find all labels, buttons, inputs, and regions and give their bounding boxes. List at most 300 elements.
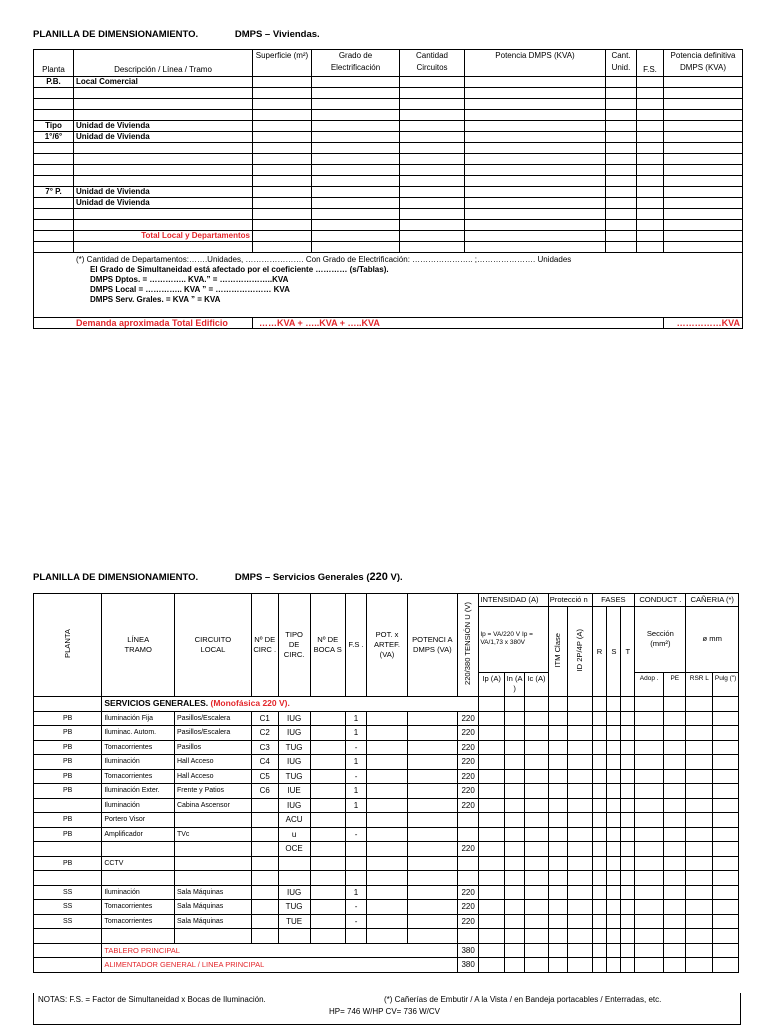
row-tension: 220	[457, 885, 478, 900]
row-n	[251, 842, 278, 857]
row-cell	[592, 711, 607, 726]
row-cell	[607, 755, 621, 770]
row-cell	[407, 900, 457, 915]
row-cell	[606, 176, 637, 187]
row-cell	[504, 929, 524, 944]
row-cell	[637, 220, 664, 231]
row-cell	[504, 914, 524, 929]
row-tipo	[278, 871, 310, 886]
row-cell	[548, 769, 567, 784]
row-cell	[664, 827, 686, 842]
col2-itm-label: ITM Clase	[552, 632, 562, 668]
row-cell	[713, 943, 739, 958]
row-cell	[548, 755, 567, 770]
row-n: C6	[251, 784, 278, 799]
row-tension: 220	[457, 755, 478, 770]
row-planta	[34, 99, 74, 110]
row-cell	[525, 885, 549, 900]
row-planta: 1°/6°	[34, 132, 74, 143]
group-label-text: SERVICIOS GENERALES.	[104, 698, 209, 709]
row-tension: 220	[457, 711, 478, 726]
row-cell	[253, 99, 312, 110]
col2-tipo-label: TIPO DE CIRC.	[283, 630, 305, 659]
row-cell	[504, 798, 524, 813]
row-cell	[548, 885, 567, 900]
row-fs: 1	[345, 885, 366, 900]
group-label	[102, 697, 479, 712]
row-cell	[637, 176, 664, 187]
row-cell	[635, 914, 664, 929]
row-cell	[635, 958, 664, 973]
row-cell	[525, 697, 549, 712]
row-planta	[34, 154, 74, 165]
row-cell	[367, 871, 408, 886]
row-cell	[567, 769, 592, 784]
row-linea: Amplificador	[102, 827, 175, 842]
col-potencia-label: Potencia DMPS (KVA)	[495, 51, 575, 60]
row-cell	[713, 798, 739, 813]
row-cell	[312, 220, 400, 231]
row-cell	[465, 209, 606, 220]
row-cell	[664, 187, 743, 198]
row-cell	[567, 784, 592, 799]
row-tension	[457, 827, 478, 842]
tablero-row-label: TABLERO PRINCIPAL	[102, 943, 458, 958]
servicios-row	[34, 784, 739, 799]
row-cell	[407, 726, 457, 741]
row-cell	[312, 132, 400, 143]
col2-circuito	[174, 594, 251, 697]
row-tension: 220	[457, 740, 478, 755]
row-cell	[253, 165, 312, 176]
row-cell	[479, 813, 505, 828]
row-linea: Portero Visor	[102, 813, 175, 828]
row-cell	[253, 242, 312, 253]
row-cell	[637, 77, 664, 88]
row-tension: 220	[457, 842, 478, 857]
row-cell	[592, 871, 607, 886]
row-cell	[635, 726, 664, 741]
row-cell	[465, 231, 606, 242]
row-tension: 220	[457, 900, 478, 915]
col2-planta-label: PLANTA	[62, 629, 72, 658]
row-cell	[407, 871, 457, 886]
row-planta: SS	[34, 900, 102, 915]
row-cell	[606, 88, 637, 99]
row-linea: Tomacorrientes	[102, 914, 175, 929]
section1-title: PLANILLA DE DIMENSIONAMIENTO.	[33, 29, 199, 40]
row-cell	[407, 842, 457, 857]
row-circuito: TVc	[174, 827, 251, 842]
row-cell	[606, 110, 637, 121]
row-tipo: IUG	[278, 711, 310, 726]
row-cell	[312, 176, 400, 187]
row-descripcion	[74, 88, 253, 99]
row-cell	[635, 798, 664, 813]
row-cell	[567, 740, 592, 755]
row-cell	[686, 885, 713, 900]
row-linea	[102, 929, 175, 944]
row-cell	[607, 726, 621, 741]
viviendas-row	[34, 209, 743, 220]
row-cell	[479, 871, 505, 886]
row-cell	[607, 740, 621, 755]
row-cell	[525, 755, 549, 770]
row-descripcion	[74, 176, 253, 187]
row-descripcion: Total Local y Departamentos	[74, 231, 253, 242]
row-cell	[525, 871, 549, 886]
row-cell	[592, 856, 607, 871]
row-cell	[400, 121, 465, 132]
row-cell	[367, 842, 408, 857]
row-cell	[592, 784, 607, 799]
row-cell	[479, 798, 505, 813]
row-n: C5	[251, 769, 278, 784]
row-cell	[606, 187, 637, 198]
row-cell	[664, 842, 686, 857]
row-cell	[686, 958, 713, 973]
section1-heading	[33, 29, 320, 40]
row-cell	[592, 726, 607, 741]
row-cell	[504, 697, 524, 712]
row-cell	[504, 900, 524, 915]
col2-planta	[34, 594, 102, 697]
row-cell	[686, 914, 713, 929]
row-cell	[504, 856, 524, 871]
row-cell	[310, 871, 345, 886]
section2-heading	[33, 571, 403, 583]
row-cell	[607, 769, 621, 784]
row-planta: PB	[34, 769, 102, 784]
row-planta: SS	[34, 914, 102, 929]
servicios-row	[34, 885, 739, 900]
row-cell	[548, 798, 567, 813]
row-planta	[34, 231, 74, 242]
row-cell	[310, 711, 345, 726]
row-cell	[637, 165, 664, 176]
row-planta: PB	[34, 856, 102, 871]
note-line: DMPS Dptos. = ………….. KVA.” = ………………..KVA	[90, 275, 289, 284]
row-cell	[504, 943, 524, 958]
col2-tipo	[278, 594, 310, 697]
col2-ip-formula-label: Ip = VA/220 V Ip = VA/1,73 x 380V	[480, 631, 533, 647]
row-cell	[621, 871, 635, 886]
row-tipo	[278, 929, 310, 944]
row-circuito	[174, 929, 251, 944]
row-cell	[637, 198, 664, 209]
col-planta: Planta	[34, 50, 74, 77]
row-cell	[686, 711, 713, 726]
row-cell	[637, 242, 664, 253]
row-cell	[465, 110, 606, 121]
col-potencia-def	[664, 50, 743, 77]
viviendas-row	[34, 242, 743, 253]
row-cell	[621, 914, 635, 929]
row-n	[251, 798, 278, 813]
col-grado	[312, 50, 400, 77]
row-cell	[664, 914, 686, 929]
row-cell	[664, 856, 686, 871]
row-cell	[664, 726, 686, 741]
row-cell	[253, 132, 312, 143]
viviendas-table	[33, 49, 743, 329]
servicios-table	[33, 593, 739, 973]
row-cell	[664, 242, 743, 253]
col-descripcion: Descripción / Línea / Tramo	[74, 50, 253, 77]
row-cell	[310, 784, 345, 799]
row-planta	[34, 143, 74, 154]
row-cell	[548, 914, 567, 929]
row-tipo: ACU	[278, 813, 310, 828]
row-cell	[713, 813, 739, 828]
row-cell	[567, 827, 592, 842]
servicios-row	[34, 769, 739, 784]
row-cell	[664, 769, 686, 784]
col2-potencia-label: POTENCI A DMPS (VA)	[412, 635, 453, 654]
row-cell	[312, 154, 400, 165]
row-cell	[592, 900, 607, 915]
row-cell	[637, 132, 664, 143]
col-grado-label: Grado de Electrificación	[330, 51, 381, 72]
row-cell	[607, 827, 621, 842]
row-cell	[465, 242, 606, 253]
row-cell	[548, 929, 567, 944]
footer-caneria-note: (*) Cañerías de Embutir / A la Vista / en Bandeja portacables / Enterradas, etc.	[384, 995, 662, 1004]
row-cell	[479, 885, 505, 900]
row-cell	[664, 697, 686, 712]
row-cell	[479, 900, 505, 915]
row-cell	[34, 697, 102, 712]
row-cell	[592, 813, 607, 828]
row-cell	[504, 813, 524, 828]
row-cell	[713, 885, 739, 900]
row-cell	[606, 165, 637, 176]
row-cell	[407, 929, 457, 944]
row-cell	[664, 813, 686, 828]
row-planta: PB	[34, 740, 102, 755]
row-cell	[34, 943, 102, 958]
row-cell	[407, 711, 457, 726]
viviendas-row	[34, 77, 743, 88]
row-cell	[312, 242, 400, 253]
row-cell	[592, 755, 607, 770]
row-cell	[367, 827, 408, 842]
row-planta: PB	[34, 813, 102, 828]
row-cell	[592, 697, 607, 712]
row-cell	[664, 900, 686, 915]
row-cell	[367, 914, 408, 929]
row-cell	[407, 755, 457, 770]
row-cell	[713, 900, 739, 915]
row-cell	[606, 198, 637, 209]
row-cell	[367, 900, 408, 915]
row-cell	[548, 856, 567, 871]
note-line: DMPS Local = ………….. KVA ” = ………………… KVA	[90, 285, 290, 294]
row-cell	[465, 165, 606, 176]
row-cell	[567, 813, 592, 828]
servicios-row	[34, 798, 739, 813]
col2-circuito-label: CIRCUITO LOCAL	[194, 635, 232, 654]
row-cell	[34, 958, 102, 973]
row-cell	[548, 900, 567, 915]
col2-ip-formula	[479, 607, 548, 673]
row-circuito: Hall Acceso	[174, 755, 251, 770]
row-cell	[664, 220, 743, 231]
viviendas-notes-row	[34, 253, 743, 318]
row-cell	[686, 856, 713, 871]
viviendas-row	[34, 176, 743, 187]
col-cant-unid-label: Cant. Unid.	[611, 51, 631, 72]
row-cell	[606, 220, 637, 231]
row-cell	[479, 827, 505, 842]
row-cell	[310, 813, 345, 828]
row-cell	[567, 871, 592, 886]
col-cantidad	[400, 50, 465, 77]
row-n	[251, 929, 278, 944]
row-cell	[525, 726, 549, 741]
row-linea: CCTV	[102, 856, 175, 871]
col2-in-label: In (A )	[506, 673, 523, 693]
row-cell	[407, 769, 457, 784]
row-cell	[479, 740, 505, 755]
row-cell	[548, 871, 567, 886]
col2-pulg	[713, 672, 739, 696]
row-cell	[664, 198, 743, 209]
row-cell	[465, 176, 606, 187]
row-fs: 1	[345, 784, 366, 799]
row-tension	[457, 871, 478, 886]
row-cell	[525, 798, 549, 813]
row-cell	[479, 755, 505, 770]
row-fs	[345, 813, 366, 828]
row-cell	[664, 132, 743, 143]
row-cell	[525, 827, 549, 842]
viviendas-row	[34, 99, 743, 110]
row-cell	[664, 871, 686, 886]
row-tension: 220	[457, 726, 478, 741]
row-cell	[567, 929, 592, 944]
row-cell	[664, 165, 743, 176]
row-cell	[607, 885, 621, 900]
row-cell	[312, 198, 400, 209]
col2-conduct-label: CONDUCT .	[639, 595, 682, 604]
row-cell	[525, 769, 549, 784]
row-n	[251, 885, 278, 900]
row-fs: -	[345, 827, 366, 842]
row-cell	[567, 943, 592, 958]
demand-formula: ……KVA + …..KVA + …..KVA	[253, 318, 664, 329]
row-cell	[400, 132, 465, 143]
row-fs: 1	[345, 711, 366, 726]
row-cell	[686, 929, 713, 944]
row-cell	[664, 209, 743, 220]
col2-caneria-label: CAÑERIA (*)	[690, 595, 734, 604]
demand-row	[34, 318, 743, 329]
col-potencia	[465, 50, 606, 77]
col2-fases-label: FASES	[601, 595, 626, 604]
row-cell	[525, 842, 549, 857]
row-cell	[637, 121, 664, 132]
col2-ip	[479, 672, 505, 696]
row-cell	[621, 827, 635, 842]
row-cell	[548, 813, 567, 828]
row-cell	[635, 900, 664, 915]
row-cell	[635, 755, 664, 770]
row-cell	[637, 143, 664, 154]
row-cell	[548, 943, 567, 958]
col2-pulg-label: Pulg (")	[714, 674, 737, 682]
row-cell	[635, 856, 664, 871]
row-cell	[310, 769, 345, 784]
row-cell	[607, 856, 621, 871]
row-cell	[567, 697, 592, 712]
row-cell	[548, 784, 567, 799]
row-linea: Iluminación Fija	[102, 711, 175, 726]
row-circuito	[174, 871, 251, 886]
row-cell	[504, 871, 524, 886]
row-cell	[465, 77, 606, 88]
servicios-header-row-1	[34, 594, 739, 607]
row-cell	[479, 711, 505, 726]
row-circuito: Pasillos/Escalera	[174, 726, 251, 741]
row-cell	[621, 842, 635, 857]
row-cell	[606, 154, 637, 165]
row-circuito: Sala Máquinas	[174, 914, 251, 929]
row-descripcion: Unidad de Vivienda	[74, 187, 253, 198]
row-cell	[664, 885, 686, 900]
row-n: C4	[251, 755, 278, 770]
row-cell	[713, 740, 739, 755]
row-planta	[34, 242, 74, 253]
row-fs: 1	[345, 726, 366, 741]
row-cell	[312, 121, 400, 132]
row-cell	[367, 798, 408, 813]
row-cell	[606, 231, 637, 242]
row-cell	[312, 231, 400, 242]
row-cell	[635, 813, 664, 828]
row-cell	[713, 958, 739, 973]
row-cell	[592, 798, 607, 813]
row-cell	[310, 856, 345, 871]
row-linea	[102, 871, 175, 886]
row-cell	[621, 929, 635, 944]
row-cell	[635, 784, 664, 799]
col2-fs	[345, 594, 366, 697]
row-cell	[686, 740, 713, 755]
row-cell	[312, 165, 400, 176]
row-cell	[253, 121, 312, 132]
col2-fases	[592, 594, 635, 607]
row-fs: 1	[345, 798, 366, 813]
row-cell	[548, 958, 567, 973]
row-descripcion	[74, 165, 253, 176]
col2-t: T	[621, 607, 635, 697]
row-cell	[664, 154, 743, 165]
row-planta: PB	[34, 827, 102, 842]
row-cell	[686, 871, 713, 886]
row-cell	[686, 943, 713, 958]
row-tension	[457, 856, 478, 871]
row-cell	[400, 187, 465, 198]
row-cell	[607, 929, 621, 944]
row-cell	[400, 165, 465, 176]
row-tension: 220	[457, 769, 478, 784]
row-cell	[310, 755, 345, 770]
row-circuito: Pasillos/Escalera	[174, 711, 251, 726]
col2-bocas	[310, 594, 345, 697]
row-tension: 220	[457, 914, 478, 929]
row-cell	[479, 929, 505, 944]
